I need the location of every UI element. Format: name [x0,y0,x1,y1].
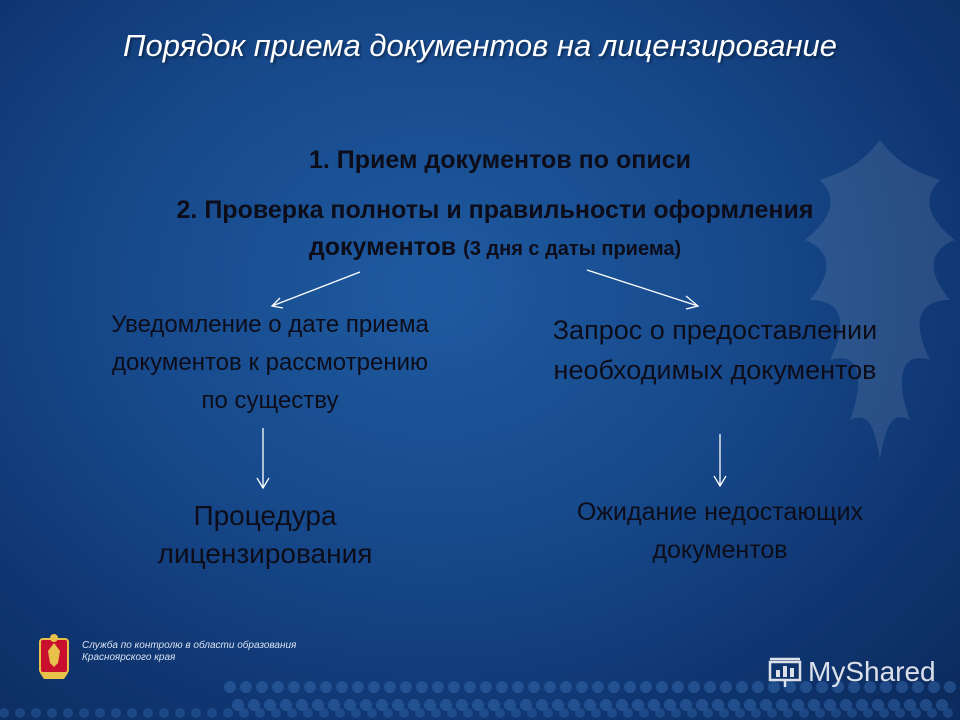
decorative-dot [576,681,588,693]
decorative-dot [319,708,329,718]
decorative-dot [352,681,364,693]
decorative-dot [79,708,89,718]
decorative-dot [240,681,252,693]
decorative-dot [592,681,604,693]
decorative-dot [720,681,732,693]
decorative-dot [815,708,825,718]
decorative-dot [255,708,265,718]
org-line-2: Красноярского края [82,652,176,663]
arrow-to-right-branch [587,270,698,306]
myshared-watermark [768,656,936,688]
decorative-dot [256,681,268,693]
decorative-dot [63,708,73,718]
decorative-dot [159,708,169,718]
step-2-line-1: 2. Проверка полноты и правильности оформления [176,196,814,224]
decorative-dot [447,708,457,718]
decorative-dot [847,708,857,718]
decorative-dot [512,681,524,693]
watermark-text: MyShared [808,656,936,687]
decorative-dot [511,708,521,718]
decorative-dot [47,708,57,718]
decorative-dot [783,708,793,718]
decorative-dot [703,708,713,718]
decorative-dot [687,708,697,718]
decorative-dot [368,681,380,693]
decorative-dot [191,708,201,718]
decorative-dot [624,681,636,693]
decorative-dot [31,708,41,718]
decorative-dot [527,708,537,718]
decorative-dot [528,681,540,693]
decorative-dot [15,708,25,718]
decorative-dot [336,681,348,693]
decorative-dot [671,708,681,718]
decorative-dot [543,708,553,718]
decorative-dot [175,708,185,718]
decorative-dot [736,681,748,693]
decorative-dot [607,708,617,718]
decorative-dot [640,681,652,693]
decorative-dot [672,681,684,693]
decorative-dot [575,708,585,718]
decorative-dot [559,708,569,718]
decorative-dot [799,708,809,718]
decorative-dot [288,681,300,693]
decorative-dot [271,708,281,718]
step-2-main: документов [308,233,457,261]
branch-left-line-3: по существу [201,387,339,414]
decorative-dot [224,681,236,693]
decorative-dot [751,708,761,718]
decorative-dot [464,681,476,693]
decorative-dot [656,681,668,693]
decorative-dot [239,708,249,718]
decorative-dot [384,681,396,693]
decorative-dot [463,708,473,718]
decorative-dot [560,681,572,693]
decorative-dot [495,708,505,718]
decorative-dot [623,708,633,718]
decorative-dot [400,681,412,693]
decorative-dot [480,681,492,693]
branch-left-line-2: документов к рассмотрению [112,349,428,376]
step-1-label: 1. Прием документов по описи [309,146,691,174]
branch-left-line-1: Уведомление о дате приема [111,311,429,338]
decorative-dot [544,681,556,693]
decorative-dot [367,708,377,718]
decorative-dot [95,708,105,718]
decorative-dot [111,708,121,718]
decorative-dot [207,708,217,718]
decorative-dot [735,708,745,718]
decorative-dot [335,708,345,718]
decorative-dot [304,681,316,693]
coat-of-arms-logo [36,633,72,681]
decorative-dot [943,708,953,718]
decorative-dot [831,708,841,718]
decorative-dot [383,708,393,718]
result-right-line-1: Ожидание недостающих [576,498,864,526]
decorative-dot [688,681,700,693]
decorative-dot [416,681,428,693]
decorative-dot [863,708,873,718]
decorative-dot [0,708,9,718]
decorative-dot [944,681,956,693]
decorative-dot [895,708,905,718]
step-2-note: (3 дня с даты приема) [463,238,682,260]
branch-right-line-2: необходимых документов [553,355,877,385]
decorative-dot [655,708,665,718]
decorative-dot [432,681,444,693]
decorative-dot [287,708,297,718]
decorative-dot [272,681,284,693]
decorative-dot [752,681,764,693]
result-right-node [510,493,930,569]
decorative-dot [448,681,460,693]
decorative-dot [591,708,601,718]
decorative-dot [608,681,620,693]
decorative-dot [639,708,649,718]
organization-name [82,640,296,664]
decorative-dot [496,681,508,693]
decorative-dot [767,708,777,718]
decorative-dot [303,708,313,718]
decorative-dot [719,708,729,718]
branch-left-node [50,306,490,420]
branch-right-line-1: Запрос о предоставлении [552,315,878,345]
decorative-dot [704,681,716,693]
decorative-dot [431,708,441,718]
presentation-board-icon [768,656,802,688]
decorative-dot [479,708,489,718]
decorative-dot [223,708,233,718]
decorative-dot [351,708,361,718]
org-line-1: Служба по контролю в области образования [82,640,297,651]
result-left-line-1: Процедура [193,500,337,531]
result-left-line-2: лицензирования [157,538,373,569]
decorative-dot [879,708,889,718]
result-left-node [110,497,420,573]
decorative-dot [911,708,921,718]
result-right-line-2: документов [652,536,788,564]
arrow-to-left-branch [272,272,360,306]
decorative-dot [127,708,137,718]
decorative-dot [143,708,153,718]
slide-title: Порядок приема документов на лицензирование [123,28,837,63]
decorative-dot [927,708,937,718]
decorative-dot [399,708,409,718]
branch-right-node [500,310,930,390]
decorative-dot [320,681,332,693]
decorative-dot [415,708,425,718]
